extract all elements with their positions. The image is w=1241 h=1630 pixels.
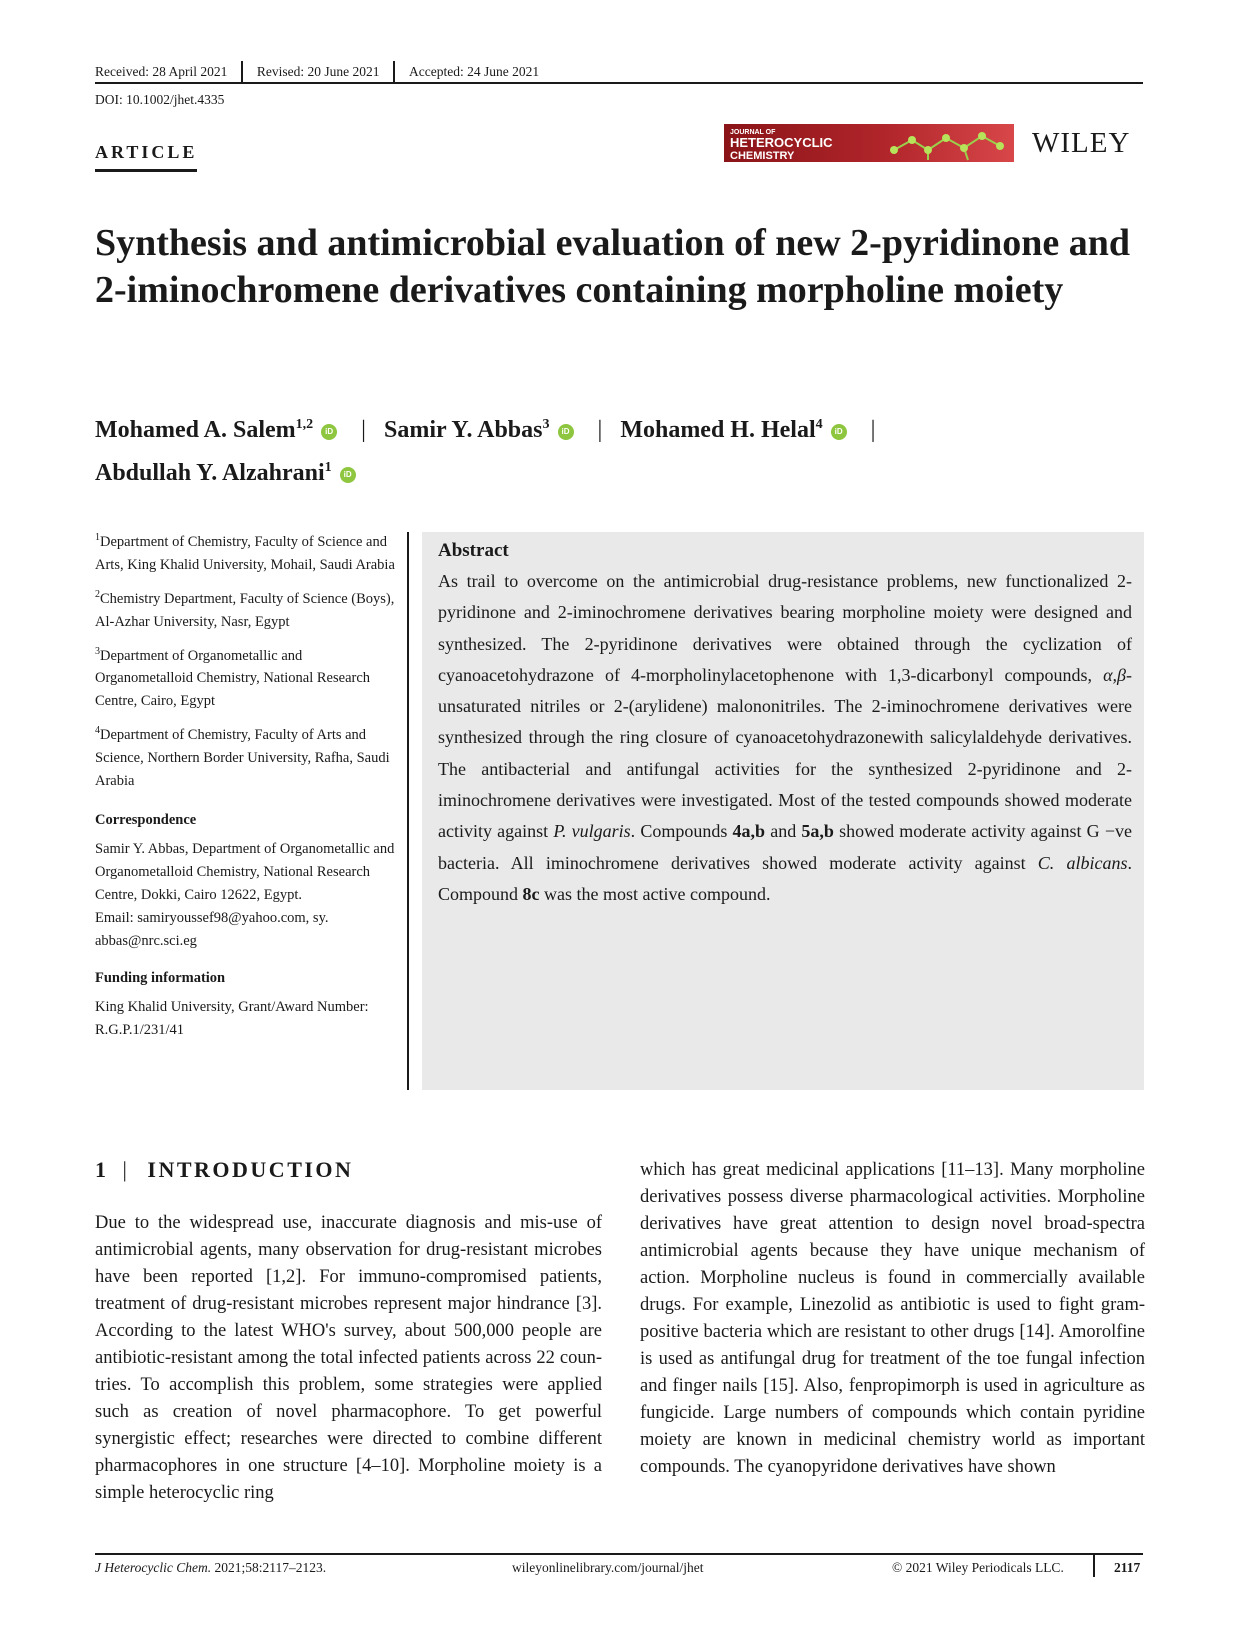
intro-text-left: Due to the widespread use, inaccurate diagnosis and mis-use of antimicrobial agents, many observation for drug-resistant microbes have been reported [1,2]. For immuno-compromised patients, treatment of drug-resistant microbes represent major hindrance [3]. According to the latest WHO's survey, about 500,000 people are antibiotic-resistant among the total infected patients across 22 coun-tries. To accomplish this problem, some strategies were applied such as creation of novel pharmacophore. To get powerful synergistic effect; researches were directed to combine different pharmacophores in one structure [4–10]. Morpholine moiety is a simple heterocyclic ring <box>95 1213 602 1503</box>
author-name[interactable]: Mohamed A. Salem <box>95 417 296 443</box>
orcid-icon[interactable]: iD <box>558 424 574 440</box>
logo-line-3: CHEMISTRY <box>730 150 795 162</box>
affiliation: $^2$Chemistry Department, Faculty of Science (Boys), Al-Azhar University, Nasr, Egypt <box>95 588 395 630</box>
funding-text: King Khalid University, Grant/Award Number: R.G.P.1/231/41 <box>95 999 369 1039</box>
logo-line-1: JOURNAL OF <box>730 129 776 136</box>
affiliation: $^4$Department of Chemistry, Faculty of Arts and Science, Northern Border University, Rafha, Saudi Arabia <box>95 725 390 790</box>
correspondence-email[interactable]: Email: samiryoussef98@yahoo.com, sy. abbas@nrc.sci.eg <box>95 910 329 950</box>
page-number: 2117 <box>1114 1560 1141 1575</box>
article-title: Synthesis and antimicrobial evaluation of new 2-pyridinone and 2-iminochromene derivatives containing morpholine moiety <box>95 222 1130 311</box>
section-heading <box>95 1157 353 1183</box>
footer-rule <box>95 1553 1143 1555</box>
article-dates <box>95 62 553 82</box>
abstract-box <box>422 532 1144 1090</box>
author-affil: 3 <box>542 417 550 432</box>
author-name[interactable]: Mohamed H. Helal <box>620 417 816 443</box>
author-affil: 4 <box>815 417 823 432</box>
affiliation: $^1$Department of Chemistry, Faculty of Science and Arts, King Khalid University, Mohail, Saudi Arabia <box>95 532 395 573</box>
footer-url[interactable]: wileyonlinelibrary.com/journal/jhet <box>512 1560 704 1575</box>
correspondence-heading: Correspondence <box>95 812 197 829</box>
separator: | <box>361 417 366 443</box>
publisher-logo[interactable]: WILEY <box>1032 127 1131 159</box>
revised-date: Revised: 20 June 2021 <box>256 64 380 79</box>
author-affil: 1,2 <box>295 417 314 432</box>
journal-logo[interactable] <box>724 124 1014 162</box>
affiliation: $^3$Department of Organometallic and Organometalloid Chemistry, National Research Centre, Cairo, Egypt <box>95 645 371 710</box>
doi[interactable]: DOI: 10.1002/jhet.4335 <box>95 92 225 107</box>
funding-heading: Funding information <box>95 970 226 987</box>
column-divider <box>407 532 409 1090</box>
orcid-icon[interactable]: iD <box>321 424 337 440</box>
author-name[interactable]: Abdullah Y. Alzahrani <box>95 460 325 486</box>
abstract-heading: Abstract <box>438 540 509 561</box>
footer-divider <box>1093 1555 1095 1577</box>
orcid-icon[interactable]: iD <box>340 467 356 483</box>
separator: | <box>597 417 603 443</box>
section-title: INTRODUCTION <box>147 1157 354 1182</box>
correspondence-text: Samir Y. Abbas, Department of Organometallic and Organometalloid Chemistry, National Research Centre, Dokki, Cairo 12622, Egypt. <box>95 841 395 904</box>
article-type-label: ARTICLE <box>95 142 197 172</box>
footer-copyright: © 2021 Wiley Periodicals LLC. <box>892 1560 1064 1575</box>
abstract-text: As trail to overcome on the antimicrobial drug-resistance problems, new functionalized 2-pyridinone and 2-iminochromene derivatives bearing morpholine moiety were designed and synthesized. The 2-pyridinone derivatives were obtained through the cyclization of cyanoacetohydrazone of 4-morpholinylacetophenone with 1,3-dicarbonyl compounds, α,β-unsaturated nitriles or 2-(arylidene) malononitriles. The 2-iminochromene derivatives were synthesized through the ring closure of cyanoacetohydrazonewith salicylaldehyde derivatives. The antibacterial and antifungal activities for the synthesized 2-pyridinone and 2-iminochromene derivatives were investigated. Most of the tested compounds showed moderate activity against P. vulgaris. Compounds 4a,b and 5a,b showed moderate activity against G −ve bacteria. All iminochromene derivatives showed moderate activity against C. albicans. Compound 8c was the most active compound. <box>438 571 1132 904</box>
accepted-date: Accepted: 24 June 2021 <box>408 64 540 79</box>
author-affil: 1 <box>324 460 332 475</box>
author-list <box>95 406 1155 492</box>
header-rule <box>95 82 1143 84</box>
orcid-icon[interactable]: iD <box>831 424 847 440</box>
article-info-column <box>95 526 395 1048</box>
section-number: 1 <box>95 1157 109 1182</box>
received-date: Received: 28 April 2021 <box>95 64 228 79</box>
intro-text-right: which has great medicinal applications [11–13]. Many morpholine derivatives possess diverse pharmacological activities. Morpholine derivatives have great attention to design novel broad-spectra antimicrobial agents because they have unique mechanism of action. Morpholine nucleus is found in commercially available drugs. For example, Linezolid as antibiotic is used to fight gram-positive bacteria which are resistant to other drugs [14]. Amorolfine is used as antifungal drug for treatment of the toe fungal infection and finger nails [15]. Also, fenpropimorph is used in agriculture as fungicide. Large numbers of compounds which contain pyridine moiety are known in medicinal chemistry world as important compounds. The cyanopyridone derivatives have shown <box>640 1160 1145 1477</box>
footer-citation: J Heterocyclic Chem. 2021;58:2117–2123. <box>95 1560 327 1575</box>
logo-line-2: HETEROCYCLIC <box>730 135 833 150</box>
separator: | <box>122 1157 130 1182</box>
separator: | <box>870 417 876 443</box>
author-name[interactable]: Samir Y. Abbas <box>383 417 543 443</box>
